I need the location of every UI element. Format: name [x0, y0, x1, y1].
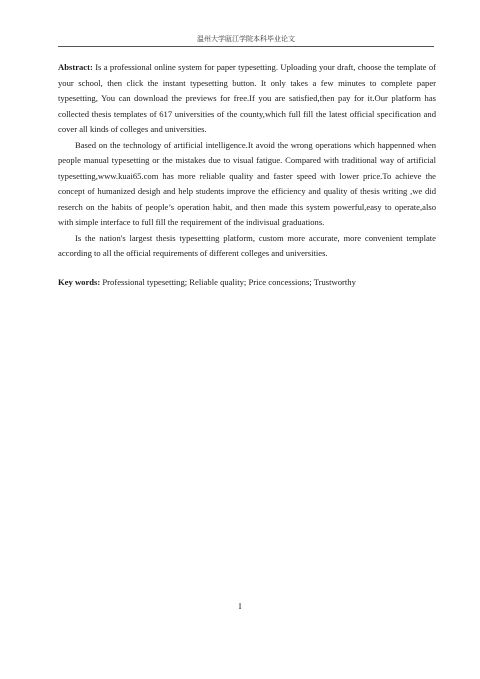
keywords-label: Key words:	[58, 276, 101, 287]
page-header: 温州大学瓯江学院本科毕业论文	[58, 34, 434, 47]
abstract-label: Abstract:	[58, 62, 93, 72]
abstract-paragraph-3: Is the nation's largest thesis typesettting platform, custom more accurate, more convenient template according to all the official requirements of different colleges and universities.	[58, 232, 436, 258]
abstract-text-1: Is a professional online system for paper typesetting. Uploading your draft, choose the template of your school, then click the instant typesetting button. It only takes a few minutes to complete paper typesetting, You can download the previews for free.If you are satisfied,then pay for it.Our platform has collected thesis templates of 617 universities of the county,which full fill the latest official specification and cover all kinds of colleges and universities.	[58, 62, 436, 134]
page-number: I	[238, 601, 242, 611]
abstract-section	[58, 60, 436, 290]
keywords-text: Professional typesetting; Reliable quality; Price concessions; Trustworthy	[100, 276, 356, 287]
abstract-paragraph-1	[58, 60, 436, 138]
keywords-line	[58, 275, 436, 291]
abstract-paragraph-2: Based on the technology of artificial intelligence.It avoid the wrong operations which happenned when people manual typesetting or the mistakes due to visual fatigue. Compared with traditional way of artificial typesetting,www.kuai65.com has more reliable quality and faster speed with lower price.To achieve the concept of humanized desigh and help students improve the efficiency and quality of thesis writing ,we did reserch on the habits of people’s operation habit, and then made this system powerful,easy to operate,also with simple interface to full fill the requirement of the indivisual graduations.	[58, 139, 436, 227]
